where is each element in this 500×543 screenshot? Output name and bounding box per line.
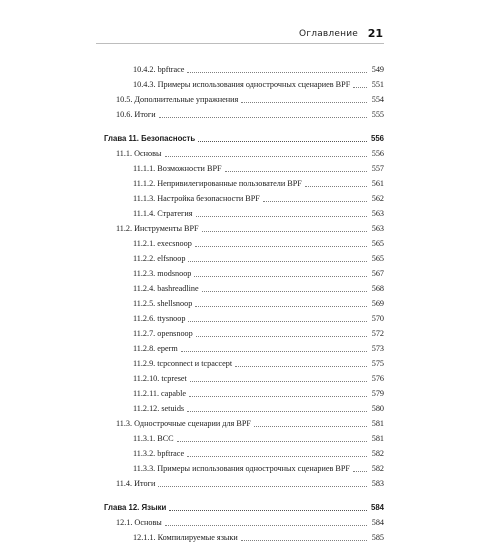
toc-entry-title: 11.2.10. tcpreset [133, 374, 187, 383]
toc-entry-title: 10.4.3. Примеры использования однострочных сценариев BPF [133, 80, 351, 89]
toc-entry-page: 551 [371, 80, 384, 89]
toc-entry-title: 11.3.1. BCC [133, 434, 174, 443]
toc-chapter-entry[interactable] [104, 498, 384, 513]
toc-entry[interactable] [104, 369, 384, 384]
dot-leader [198, 141, 367, 142]
toc-entry-page: 581 [371, 419, 384, 428]
toc-entry-title: 11.4. Итоги [116, 479, 156, 488]
toc-entry[interactable] [104, 309, 384, 324]
toc-entry-page: 581 [371, 434, 384, 443]
dot-leader [254, 426, 367, 427]
page-number: 21 [367, 27, 383, 40]
dot-leader [195, 246, 367, 247]
toc-entry-title: 11.2.1. execsnoop [133, 239, 192, 248]
toc-entry-title: 11.2. Инструменты BPF [116, 224, 199, 233]
toc-entry[interactable] [104, 384, 384, 399]
toc-entry-title: 11.2.2. elfsnoop [133, 254, 186, 263]
toc-entry[interactable] [104, 279, 384, 294]
toc-entry-page: 582 [371, 449, 384, 458]
toc-entry-page: 563 [371, 209, 384, 218]
toc-entry-page: 563 [371, 224, 384, 233]
toc-entry[interactable] [104, 75, 384, 90]
toc-entry[interactable] [104, 174, 384, 189]
dot-leader [189, 396, 367, 397]
toc-entry[interactable] [104, 339, 384, 354]
toc-entry-page: 582 [371, 464, 384, 473]
toc-entry-page: 573 [371, 344, 384, 353]
dot-leader [241, 540, 367, 541]
toc-entry[interactable] [104, 219, 384, 234]
toc-entry-page: 580 [371, 404, 384, 413]
toc-entry-page: 572 [371, 329, 384, 338]
toc-entry[interactable] [104, 354, 384, 369]
toc-entry-title: 11.2.5. shellsnoop [133, 299, 193, 308]
dot-leader [169, 510, 367, 511]
toc-entry-page: 556 [371, 149, 384, 158]
toc-entry-page: 556 [370, 134, 384, 143]
running-header [96, 27, 384, 44]
dot-leader [196, 216, 367, 217]
dot-leader [196, 336, 367, 337]
toc-chapter-entry[interactable] [104, 129, 384, 144]
toc-entry[interactable] [104, 474, 384, 489]
toc-entry-page: 568 [371, 284, 384, 293]
toc-entry-page: 567 [371, 269, 384, 278]
dot-leader [188, 261, 367, 262]
running-header-title: Оглавление [299, 29, 358, 39]
toc-entry-title: 12.1.1. Компилируемые языки [133, 533, 238, 542]
toc-entry[interactable] [104, 249, 384, 264]
toc-entry-page: 562 [371, 194, 384, 203]
toc-entry-page: 549 [371, 65, 384, 74]
dot-leader [195, 306, 367, 307]
dot-leader [187, 72, 367, 73]
toc-entry-title: 11.1.4. Стратегия [133, 209, 193, 218]
toc-entry[interactable] [104, 324, 384, 339]
dot-leader [190, 381, 367, 382]
toc-entry-page: 565 [371, 254, 384, 263]
dot-leader [187, 456, 367, 457]
toc-entry-title: 11.3.3. Примеры использования однострочных сценариев BPF [133, 464, 350, 473]
toc-entry-title: 11.1. Основы [116, 149, 162, 158]
toc-entry-title: 12.1. Основы [116, 518, 162, 527]
toc-entry-page: 554 [371, 95, 384, 104]
toc-entry-title: 10.6. Итоги [116, 110, 156, 119]
toc-entry-title: 11.1.1. Возможности BPF [133, 164, 222, 173]
toc-entry-page: 575 [371, 359, 384, 368]
toc-entry-title: 11.1.3. Настройка безопасности BPF [133, 194, 260, 203]
dot-leader [158, 486, 367, 487]
toc-entry[interactable] [104, 459, 384, 474]
table-of-contents [104, 60, 384, 543]
toc-entry[interactable] [104, 264, 384, 279]
dot-leader [194, 276, 367, 277]
toc-entry-title: 11.3. Однострочные сценарии для BPF [116, 419, 251, 428]
toc-entry[interactable] [104, 429, 384, 444]
toc-entry-page: 561 [371, 179, 384, 188]
toc-entry-title: 11.2.6. ttysnoop [133, 314, 186, 323]
dot-leader [165, 525, 367, 526]
toc-entry-title: 11.2.11. capable [133, 389, 187, 398]
toc-entry[interactable] [104, 528, 384, 543]
dot-leader [159, 117, 367, 118]
toc-entry-page: 584 [371, 518, 384, 527]
toc-entry-title: 11.2.12. setuids [133, 404, 185, 413]
toc-entry[interactable] [104, 189, 384, 204]
dot-leader [202, 291, 367, 292]
toc-entry-page: 570 [371, 314, 384, 323]
dot-leader [187, 411, 367, 412]
toc-entry-title: 11.2.4. bashreadline [133, 284, 199, 293]
toc-entry[interactable] [104, 159, 384, 174]
dot-leader [353, 471, 367, 472]
dot-leader [263, 201, 367, 202]
toc-entry-title: 10.5. Дополнительные упражнения [116, 95, 239, 104]
dot-leader [353, 87, 367, 88]
toc-entry-title: Глава 11. Безопасность [104, 134, 196, 143]
toc-entry-page: 583 [371, 479, 384, 488]
toc-entry-page: 569 [371, 299, 384, 308]
dot-leader [225, 171, 367, 172]
dot-leader [181, 351, 367, 352]
toc-entry[interactable] [104, 444, 384, 459]
toc-entry-page: 579 [371, 389, 384, 398]
toc-entry-title: Глава 12. Языки [104, 503, 167, 512]
chapter-spacer [104, 489, 384, 498]
dot-leader [235, 366, 367, 367]
dot-leader [165, 156, 367, 157]
dot-leader [241, 102, 367, 103]
toc-entry-page: 585 [371, 533, 384, 542]
toc-entry[interactable] [104, 60, 384, 75]
toc-entry-title: 11.2.8. eperm [133, 344, 178, 353]
toc-entry[interactable] [104, 513, 384, 528]
toc-entry[interactable] [104, 399, 384, 414]
toc-entry-title: 11.1.2. Непривилегированные пользователи BPF [133, 179, 302, 188]
toc-entry[interactable] [104, 294, 384, 309]
toc-entry[interactable] [104, 414, 384, 429]
toc-entry-page: 557 [371, 164, 384, 173]
toc-entry-page: 576 [371, 374, 384, 383]
toc-entry[interactable] [104, 204, 384, 219]
toc-entry-page: 584 [370, 503, 384, 512]
toc-entry[interactable] [104, 144, 384, 159]
toc-entry-title: 10.4.2. bpftrace [133, 65, 185, 74]
toc-entry-title: 11.3.2. bpftrace [133, 449, 185, 458]
chapter-spacer [104, 120, 384, 129]
dot-leader [202, 231, 367, 232]
toc-entry-title: 11.2.7. opensnoop [133, 329, 193, 338]
dot-leader [188, 321, 367, 322]
toc-entry[interactable] [104, 105, 384, 120]
toc-entry-title: 11.2.3. modsnoop [133, 269, 192, 278]
toc-entry-title: 11.2.9. tcpconnect и tcpaccept [133, 359, 233, 368]
toc-entry-page: 555 [371, 110, 384, 119]
dot-leader [305, 186, 367, 187]
toc-entry-page: 565 [371, 239, 384, 248]
dot-leader [177, 441, 367, 442]
toc-entry[interactable] [104, 234, 384, 249]
toc-entry[interactable] [104, 90, 384, 105]
